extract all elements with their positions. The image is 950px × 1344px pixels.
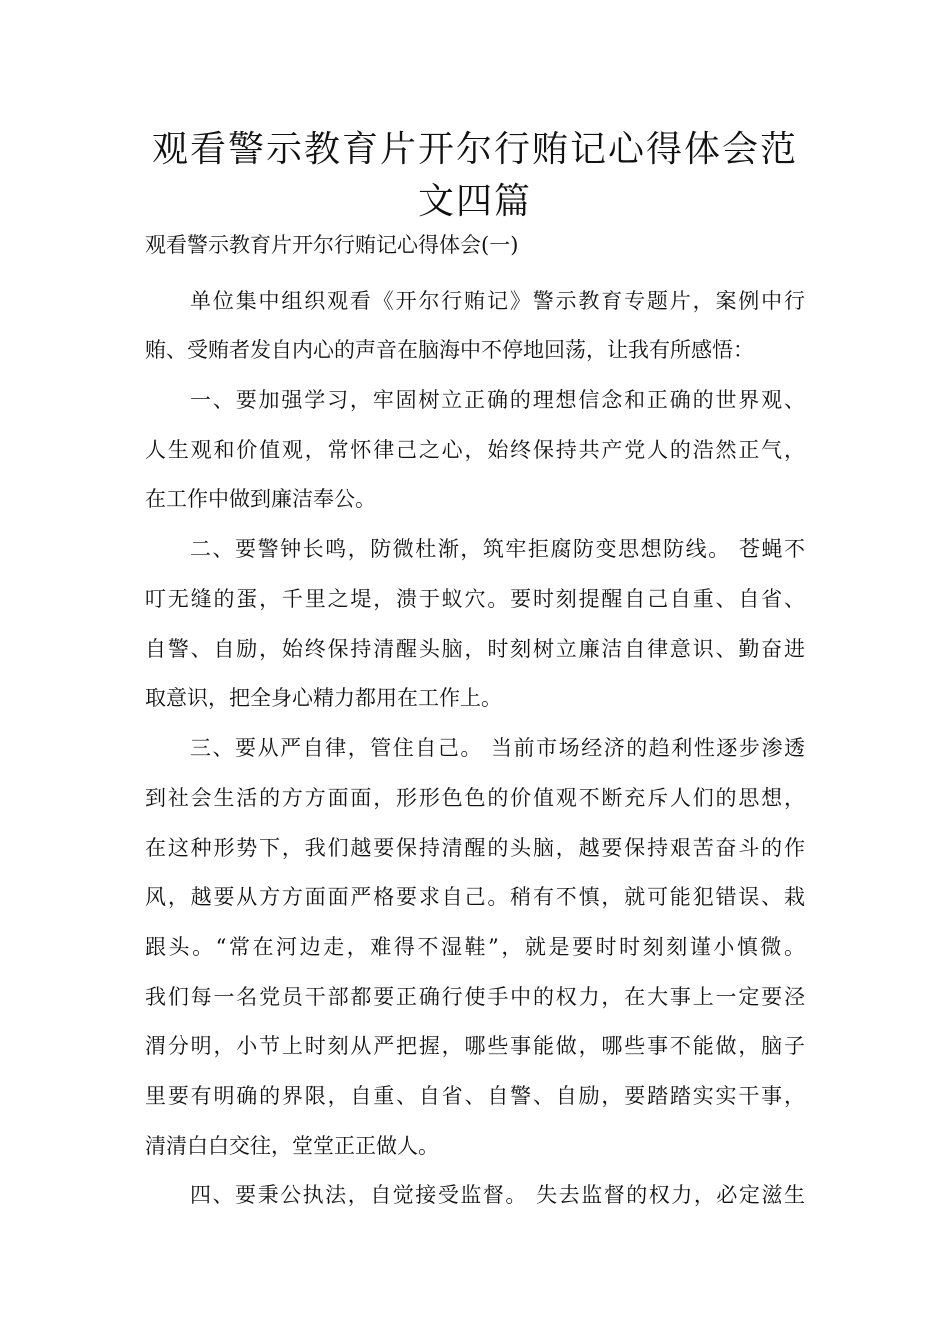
- paragraph-4-line-5: 跟头。“常在河边走，难得不湿鞋”，就是要时时刻刻谨小慎微。: [145, 935, 805, 959]
- paragraph-4-line-4: 风，越要从方方面面严格要求自己。稍有不慎，就可能犯错误、栽: [145, 885, 805, 909]
- paragraph-5-line-1: 四、要秉公执法，自觉接受监督。 失去监督的权力，必定滋生: [190, 1183, 805, 1207]
- paragraph-3-line-2: 叮无缝的蛋，千里之堤，溃于蚁穴。要时刻提醒自己自重、自省、: [145, 587, 805, 611]
- paragraph-4-line-7: 渭分明，小节上时刻从严把握，哪些事能做，哪些事不能做，脑子: [145, 1034, 805, 1058]
- paragraph-3-line-4: 取意识，把全身心精力都用在工作上。: [145, 686, 502, 710]
- paragraph-4-line-2: 到社会生活的方方面面，形形色色的价值观不断充斥人们的思想，: [145, 786, 805, 810]
- paragraph-4-line-1: 三、要从严自律，管住自己。 当前市场经济的趋利性逐步渗透: [190, 736, 805, 760]
- paragraph-1-line-2: 贿、受贿者发自内心的声音在脑海中不停地回荡，让我有所感悟：: [145, 338, 754, 362]
- paragraph-4-line-6: 我们每一名党员干部都要正确行使手中的权力，在大事上一定要泾: [145, 985, 805, 1009]
- paragraph-2-line-3: 在工作中做到廉洁奉公。: [145, 487, 376, 511]
- paragraph-3-line-3: 自警、自励，始终保持清醒头脑，时刻树立廉洁自律意识、勤奋进: [145, 637, 805, 661]
- paragraph-4-line-9: 清清白白交往，堂堂正正做人。: [145, 1134, 439, 1158]
- document-title-line-2: 文四篇: [417, 181, 532, 222]
- paragraph-2-line-1: 一、要加强学习，牢固树立正确的理想信念和正确的世界观、: [190, 388, 805, 412]
- paragraph-4-line-3: 在这种形势下，我们越要保持清醒的头脑，越要保持艰苦奋斗的作: [145, 836, 805, 860]
- section-subtitle: 观看警示教育片开尔行贿记心得体会(一): [145, 233, 519, 257]
- paragraph-1-line-1: 单位集中组织观看《开尔行贿记》警示教育专题片，案例中行: [190, 289, 805, 313]
- paragraph-4-line-8: 里要有明确的界限，自重、自省、自警、自励，要踏踏实实干事，: [145, 1084, 805, 1108]
- paragraph-3-line-1: 二、要警钟长鸣，防微杜渐，筑牢拒腐防变思想防线。 苍蝇不: [190, 537, 805, 561]
- document-title-line-1: 观看警示教育片开尔行贿记心得体会范: [151, 129, 798, 170]
- paragraph-2-line-2: 人生观和价值观，常怀律己之心，始终保持共产党人的浩然正气，: [145, 438, 805, 462]
